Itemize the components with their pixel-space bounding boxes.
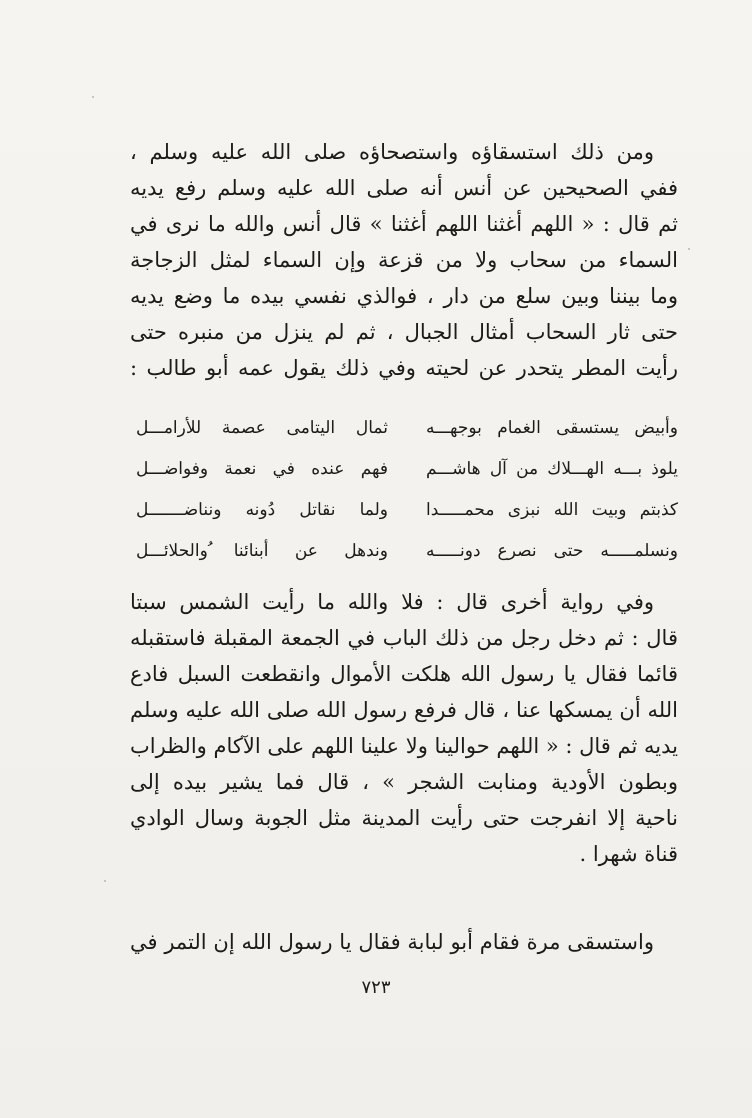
text-line: حتى ثار السحاب أمثال الجبال ، ثم لم ينزل من منبره حتى — [130, 320, 678, 344]
verse-gap — [388, 531, 426, 572]
text-line: قائما فقال يا رسول الله هلكت الأموال وانقطعت السبل فادع — [130, 662, 678, 686]
paper-speck — [92, 96, 94, 98]
text-line: رأيت المطر يتحدر عن لحيته وفي ذلك يقول عمه أبو طالب : — [130, 356, 678, 380]
verse-first-half: يلوذ بـــه الهـــلاك من آل هاشـــم — [426, 459, 678, 479]
paper-speck — [104, 880, 106, 882]
paragraph-2 — [130, 584, 678, 872]
text-line: ومن ذلك استسقاؤه واستصحاؤه صلى الله عليه وسلم ، — [130, 140, 654, 164]
verse-gap — [388, 408, 426, 449]
paragraph-1 — [130, 134, 678, 386]
poem-verses — [136, 408, 678, 572]
page-number: ٧٢٣ — [361, 977, 391, 998]
poem-verse — [136, 490, 678, 531]
paper-speck — [688, 248, 690, 250]
verse-first-half: وأبيض يستسقى الغمام بوجهـــه — [426, 418, 678, 438]
text-line: السماء من سحاب ولا من قزعة وإن السماء لمثل الزجاجة — [130, 248, 678, 272]
text-line: الله أن يمسكها عنا ، قال فرفع رسول الله صلى الله عليه وسلم — [130, 698, 678, 722]
verse-second-half: وندهل عن أبنائنا ُوالحلائـــل — [136, 541, 388, 561]
verse-first-half: ونسلمـــــه حتى نصرع دونـــــه — [426, 541, 678, 561]
text-line: وفي رواية أخرى قال : فلا والله ما رأيت الشمس سبتا — [130, 590, 654, 614]
verse-second-half: ولما نقاتل دُونه ونناضـــــــل — [136, 500, 388, 520]
text-line: ثم قال : « اللهم أغثنا اللهم أغثنا » قال أنس والله ما نرى في — [130, 212, 678, 236]
text-line: واستسقى مرة فقام أبو لبابة فقال يا رسول الله إن التمر في — [130, 930, 654, 954]
verse-gap — [388, 490, 426, 531]
text-line: يديه ثم قال : « اللهم حوالينا ولا علينا اللهم على الآكام والظراب — [130, 734, 678, 758]
verse-second-half: فهم عنده في نعمة وفواضـــل — [136, 459, 388, 479]
text-line: ناحية إلا انفرجت حتى رأيت المدينة مثل الجوبة وسال الوادي — [130, 806, 678, 830]
verse-gap — [388, 449, 426, 490]
text-line: وبطون الأودية ومنابت الشجر » ، قال فما يشير بيده إلى — [130, 770, 678, 794]
text-line: ففي الصحيحين عن أنس أنه صلى الله عليه وسلم رفع يديه — [130, 176, 678, 200]
text-line: قناة شهرا . — [579, 842, 678, 866]
poem-verse — [136, 449, 678, 490]
verse-second-half: ثمال اليتامى عصمة للأرامـــل — [136, 418, 388, 438]
poem-verse — [136, 408, 678, 449]
text-line: وما بيننا وبين سلع من دار ، فوالذي نفسي بيده ما وضع يديه — [130, 284, 678, 308]
poem-verse — [136, 531, 678, 572]
text-line: قال : ثم دخل رجل من ذلك الباب في الجمعة المقبلة فاستقبله — [130, 626, 678, 650]
verse-first-half: كذبتم وبيت الله نبزى محمـــــدا — [426, 500, 678, 520]
paragraph-3 — [130, 924, 678, 960]
